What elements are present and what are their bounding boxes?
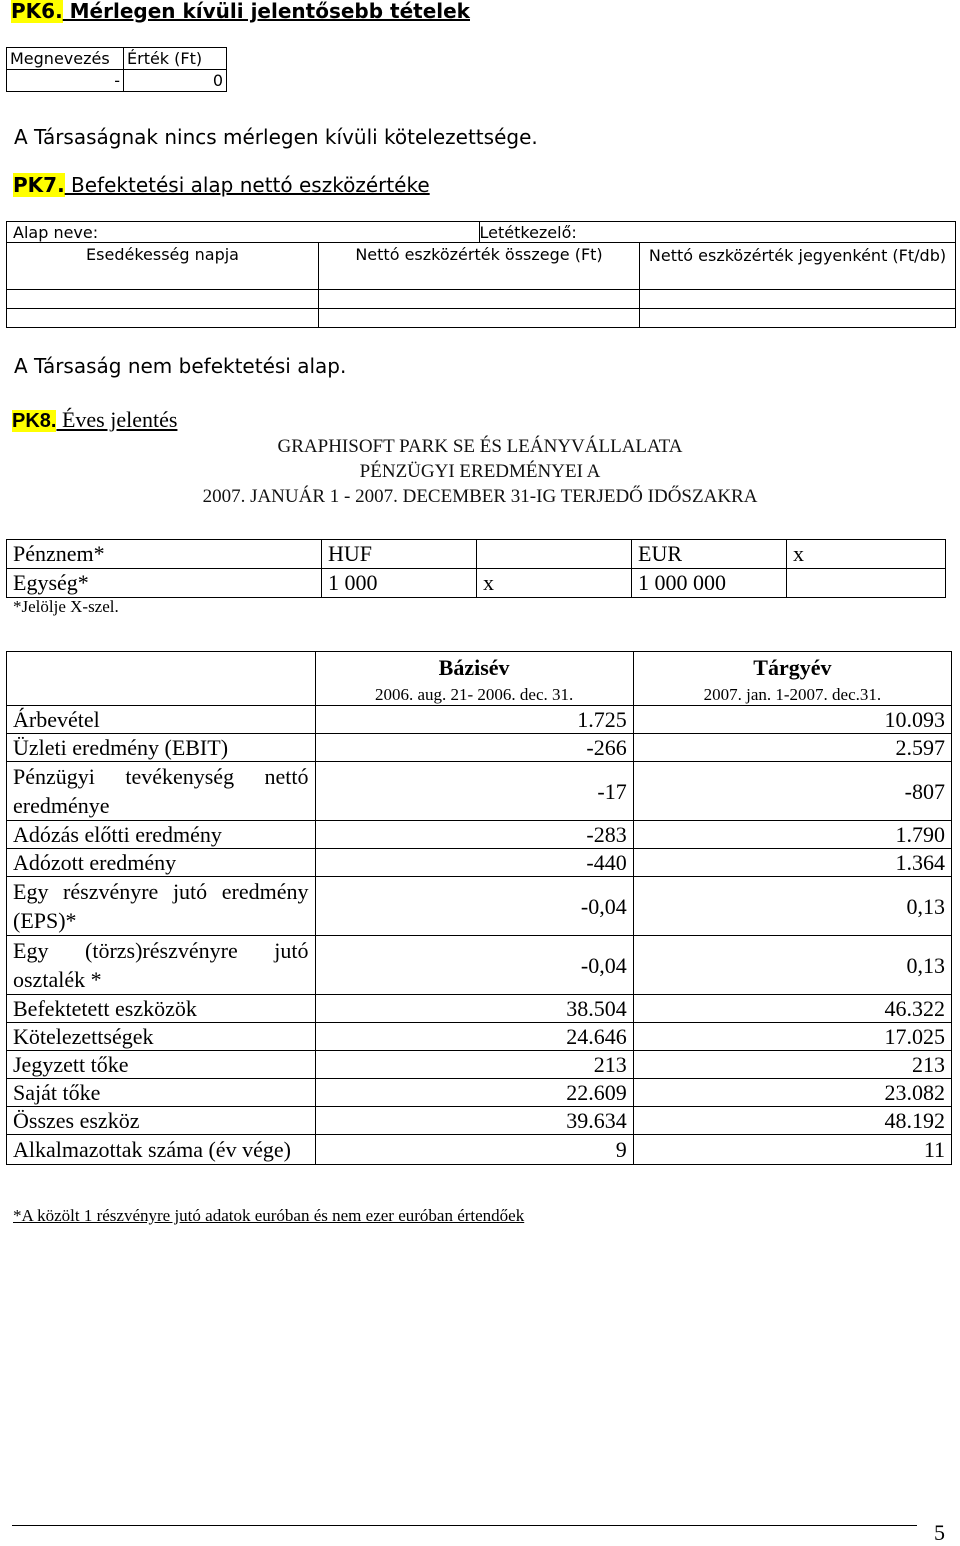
currency-huf-mark	[477, 540, 632, 569]
row-label: Adózás előtti eredmény	[7, 821, 316, 849]
target-year-title: Tárgyév	[753, 655, 832, 680]
row-target-value: 23.082	[633, 1079, 951, 1107]
table-row	[7, 1107, 952, 1135]
table-row	[7, 821, 952, 849]
currency-table	[6, 539, 946, 598]
row-target-value: 0,13	[633, 936, 951, 995]
row-target-value: -807	[633, 762, 951, 821]
row-target-value: 11	[633, 1135, 951, 1165]
row-base-value: -0,04	[315, 877, 633, 936]
currency-huf: HUF	[322, 540, 477, 569]
pk7-empty-cell	[640, 309, 956, 328]
currency-label: Pénznem*	[7, 540, 322, 569]
unit-thousand: 1 000	[322, 569, 477, 598]
financial-table	[6, 651, 952, 1165]
currency-eur-mark: x	[787, 540, 946, 569]
row-label: Saját tőke	[7, 1079, 316, 1107]
pk7-title: Befektetési alap nettó eszközértéke	[64, 173, 430, 197]
pk6-cell-name: -	[7, 70, 124, 92]
financial-header-empty	[7, 652, 316, 706]
pk6-header-row	[7, 48, 227, 70]
table-row	[7, 706, 952, 734]
row-label: Egy részvényre jutó eredmény (EPS)*	[7, 877, 316, 936]
currency-eur: EUR	[632, 540, 787, 569]
pk8-heading-line-2: PÉNZÜGYI EREDMÉNYEI A	[359, 461, 601, 482]
table-row	[7, 1079, 952, 1107]
row-base-value: 24.646	[315, 1023, 633, 1051]
row-label: Jegyzett tőke	[7, 1051, 316, 1079]
pk7-code: PK7.	[13, 173, 65, 197]
table-row	[7, 762, 952, 821]
row-target-value: 46.322	[633, 995, 951, 1023]
pk6-title: Mérlegen kívüli jelentősebb tételek	[62, 0, 470, 23]
unit-million: 1 000 000	[632, 569, 787, 598]
pk6-header-name: Megnevezés	[7, 48, 124, 70]
table-row	[7, 734, 952, 762]
pk7-col-date: Esedékesség napja	[7, 243, 319, 290]
pk6-heading	[11, 0, 470, 22]
pk6-note: A Társaságnak nincs mérlegen kívüli kötelezettsége.	[14, 125, 538, 149]
pk7-empty-cell	[7, 309, 319, 328]
pk7-header-row	[7, 243, 956, 290]
table-row	[7, 849, 952, 877]
pk6-data-row	[7, 70, 227, 92]
pk7-empty-cell	[319, 290, 640, 309]
table-row	[7, 995, 952, 1023]
pk7-fund-name-label: Alap neve:	[7, 222, 480, 243]
financial-header-row	[7, 652, 952, 706]
pk7-col-per-unit: Nettó eszközérték jegyenként (Ft/db)	[640, 243, 956, 290]
row-label: Árbevétel	[7, 706, 316, 734]
pk8-footnote: *A közölt 1 részvényre jutó adatok euróban és nem ezer euróban értendőek	[13, 1206, 525, 1225]
row-label: Üzleti eredmény (EBIT)	[7, 734, 316, 762]
pk6-cell-value: 0	[124, 70, 227, 92]
pk6-header-value: Érték (Ft)	[124, 48, 227, 70]
pk7-empty-cell	[640, 290, 956, 309]
row-base-value: 38.504	[315, 995, 633, 1023]
pk8-title: Éves jelentés	[56, 407, 178, 432]
unit-thousand-mark: x	[477, 569, 632, 598]
financial-header-target	[633, 652, 951, 706]
pk7-empty-cell	[7, 290, 319, 309]
financial-table-body	[7, 706, 952, 1165]
pk8-heading-line-1: GRAPHISOFT PARK SE ÉS LEÁNYVÁLLALATA	[277, 436, 683, 457]
pk7-fund-row	[7, 222, 956, 243]
row-label: Pénzügyi tevékenység nettó eredménye	[7, 762, 316, 821]
pk8-code: PK8.	[12, 410, 57, 432]
row-target-value: 2.597	[633, 734, 951, 762]
table-row	[7, 1023, 952, 1051]
row-target-value: 0,13	[633, 877, 951, 936]
row-target-value: 48.192	[633, 1107, 951, 1135]
row-target-value: 1.790	[633, 821, 951, 849]
table-row	[7, 1135, 952, 1165]
base-year-period: 2006. aug. 21- 2006. dec. 31.	[374, 685, 574, 704]
pk7-note: A Társaság nem befektetési alap.	[14, 354, 347, 378]
row-target-value: 10.093	[633, 706, 951, 734]
row-target-value: 213	[633, 1051, 951, 1079]
pk7-empty-row-2	[7, 309, 956, 328]
row-base-value: 1.725	[315, 706, 633, 734]
base-year-title: Bázisév	[438, 655, 510, 680]
row-label: Egy (törzs)részvényre jutó osztalék *	[7, 936, 316, 995]
row-target-value: 1.364	[633, 849, 951, 877]
row-target-value: 17.025	[633, 1023, 951, 1051]
pk7-empty-cell	[319, 309, 640, 328]
pk6-table	[6, 47, 227, 92]
pk7-table	[6, 221, 956, 328]
unit-million-mark	[787, 569, 946, 598]
currency-row	[7, 540, 946, 569]
pk7-heading	[13, 172, 430, 198]
footer-rule	[12, 1525, 917, 1526]
table-row	[7, 936, 952, 995]
pk8-heading	[12, 407, 177, 433]
page-number: 5	[934, 1520, 945, 1545]
target-year-period: 2007. jan. 1-2007. dec.31.	[703, 685, 882, 704]
unit-row	[7, 569, 946, 598]
currency-note: *Jelölje X-szel.	[13, 597, 119, 616]
row-base-value: -17	[315, 762, 633, 821]
row-label: Alkalmazottak száma (év vége)	[7, 1135, 316, 1165]
pk7-empty-row-1	[7, 290, 956, 309]
pk6-code: PK6.	[11, 0, 63, 23]
row-base-value: 213	[315, 1051, 633, 1079]
table-row	[7, 1051, 952, 1079]
row-base-value: -283	[315, 821, 633, 849]
table-row	[7, 877, 952, 936]
row-base-value: -440	[315, 849, 633, 877]
row-label: Kötelezettségek	[7, 1023, 316, 1051]
pk7-custodian-label: Letétkezelő:	[479, 222, 956, 243]
row-label: Összes eszköz	[7, 1107, 316, 1135]
row-base-value: 39.634	[315, 1107, 633, 1135]
row-label: Adózott eredmény	[7, 849, 316, 877]
unit-label: Egység*	[7, 569, 322, 598]
pk8-heading-line-3: 2007. JANUÁR 1 - 2007. DECEMBER 31-IG TERJEDŐ IDŐSZAKRA	[202, 486, 758, 507]
financial-header-base	[315, 652, 633, 706]
row-base-value: 22.609	[315, 1079, 633, 1107]
pk7-col-total: Nettó eszközérték összege (Ft)	[319, 243, 640, 290]
row-base-value: 9	[315, 1135, 633, 1165]
row-base-value: -0,04	[315, 936, 633, 995]
row-base-value: -266	[315, 734, 633, 762]
row-label: Befektetett eszközök	[7, 995, 316, 1023]
